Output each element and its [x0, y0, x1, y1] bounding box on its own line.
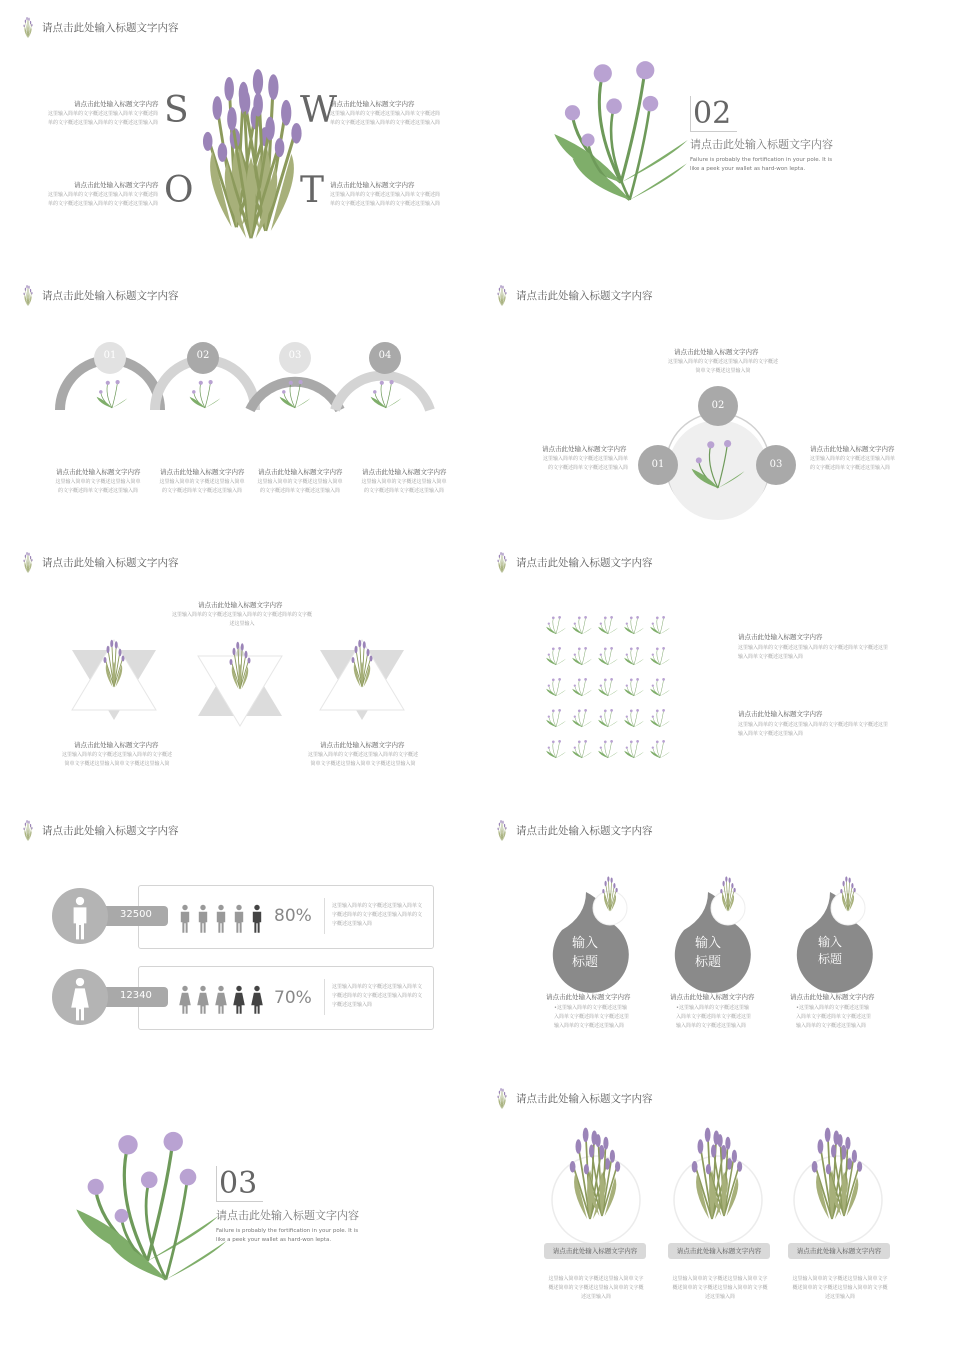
swot-o-title: 请点击此处输入标题文字内容 [74, 181, 159, 189]
lavender-icon [492, 286, 512, 306]
circle-node-03: 03 [769, 459, 783, 470]
slide6-heading: 请点击此处输入标题文字内容 [492, 553, 653, 573]
female-icon [50, 967, 110, 1027]
lavender-bouquet-image [196, 62, 306, 242]
stat-value-1: 32500 [120, 909, 152, 920]
drop-title-3: 请点击此处输入标题文字内容 [790, 993, 875, 1001]
drop-title-1: 请点击此处输入标题文字内容 [546, 993, 631, 1001]
section02-number: 02 [690, 96, 737, 132]
arch-step-4: 04 [378, 350, 392, 361]
grid-body-1: 这里输入简单的文字概述这里输入简单的文字概述简单文字概述这里输入简单文字概述这里输入简 [738, 645, 889, 660]
swot-t-body: 这里输入简单的文字概述这里输入简单文字概述简单的文字概述这里输入简单的文字概述这里输入简 [330, 192, 441, 207]
swot-s-body: 这里输入简单的文字概述这里输入简单文字概述简单的文字概述这里输入简单的文字概述这里输入简 [48, 111, 159, 126]
swot-w-body: 这里输入简单的文字概述这里输入简单文字概述简单的文字概述这里输入简单的文字概述这里输入简 [330, 111, 441, 126]
triangle-right-title: 请点击此处输入标题文字内容 [320, 741, 405, 749]
section02-english: Failure is probably the fortification in your pole. It is like a peek your wallet as hard-won lepta. [690, 157, 833, 172]
swot-letter-s: S [164, 90, 189, 131]
swot-w-title: 请点击此处输入标题文字内容 [330, 100, 415, 108]
circle-top-title: 请点击此处输入标题文字内容 [674, 348, 759, 356]
stat-divider-1 [324, 898, 325, 934]
triangle-top-title: 请点击此处输入标题文字内容 [198, 601, 283, 609]
arch-title-2: 请点击此处输入标题文字内容 [160, 468, 245, 476]
female-figures-icon [176, 981, 266, 1015]
swot-letter-w: W [300, 90, 338, 131]
stat-body-2: 这里输入简单的文字概述这里输入简单文字概述简单的文字概述这里输入简单的文字概述这里输入简 [332, 984, 423, 1008]
grid-title-1: 请点击此处输入标题文字内容 [738, 633, 823, 641]
trio-body-3: 这里输入简单的文字概述这里输入简单文字概述简单的文字概述这里输入简单的文字概述这里输入简 [792, 1276, 888, 1300]
swot-letter-o: O [164, 170, 194, 211]
arch-body-1: 这里输入简单的文字概述这里输入简单的文字概述简单文字概述这里输入简 [55, 479, 141, 494]
lavender-icon [18, 18, 38, 38]
triangle-left-title: 请点击此处输入标题文字内容 [74, 741, 159, 749]
grid-body-2: 这里输入简单的文字概述这里输入简单的文字概述简单文字概述这里输入简单文字概述这里输入简 [738, 722, 889, 737]
arch-steps-graphic [50, 330, 450, 420]
circle-left-body: 这里输入简单的文字概述这里输入简单的文字概述简单文字概述这里输入简 [542, 456, 628, 471]
drop-body-1: •这里输入简单的文字概述这里输入简单文字概述简单文字概述这里输入简单的文字概述这里输入简 [554, 1005, 630, 1029]
swot-s-title: 请点击此处输入标题文字内容 [74, 100, 159, 108]
stat-body-1: 这里输入简单的文字概述这里输入简单文字概述简单的文字概述这里输入简单的文字概述这里输入简 [332, 903, 423, 927]
lavender-trio-image [546, 1128, 896, 1248]
trio-body-1: 这里输入简单的文字概述这里输入简单文字概述简单的文字概述这里输入简单的文字概述这里输入简 [548, 1276, 644, 1300]
male-icon [50, 886, 110, 946]
arch-body-3: 这里输入简单的文字概述这里输入简单的文字概述简单文字概述这里输入简 [257, 479, 343, 494]
arch-title-4: 请点击此处输入标题文字内容 [362, 468, 447, 476]
flower-grid-image [546, 614, 682, 774]
slide10-heading: 请点击此处输入标题文字内容 [492, 1089, 653, 1109]
swot-letter-t: T [300, 170, 325, 211]
drop-label-2: 输入 标题 [694, 936, 721, 970]
lavender-icon [18, 821, 38, 841]
drop-title-2: 请点击此处输入标题文字内容 [670, 993, 755, 1001]
lavender-icon [492, 821, 512, 841]
slide3-heading: 请点击此处输入标题文字内容 [18, 286, 179, 306]
lavender-icon [492, 553, 512, 573]
section03-number: 03 [216, 1166, 263, 1202]
lavender-icon [18, 286, 38, 306]
arch-step-1: 01 [103, 350, 117, 361]
drop-body-3: •这里输入简单的文字概述这里输入简单文字概述简单文字概述这里输入简单的文字概述这里输入简 [796, 1005, 872, 1029]
slide8-heading: 请点击此处输入标题文字内容 [492, 821, 653, 841]
violet-bouquet-image [556, 52, 686, 222]
stat-value-2: 12340 [120, 990, 152, 1001]
arch-step-3: 03 [288, 350, 302, 361]
trio-title-3: 请点击此处输入标题文字内容 [788, 1243, 890, 1259]
triangle-top-body: 这里输入简单的文字概述这里输入简单的文字概述简单的文字概述这里输入 [171, 612, 312, 627]
circle-right-body: 这里输入简单的文字概述这里输入简单的文字概述简单文字概述这里输入简 [810, 456, 896, 471]
circle-node-02: 02 [711, 400, 725, 411]
stat-percent-1: 80% [274, 906, 312, 926]
arch-title-3: 请点击此处输入标题文字内容 [258, 468, 343, 476]
slide4-heading: 请点击此处输入标题文字内容 [492, 286, 653, 306]
section02-title: 请点击此处输入标题文字内容 [690, 138, 833, 151]
arch-body-4: 这里输入简单的文字概述这里输入简单的文字概述简单文字概述这里输入简 [361, 479, 447, 494]
drop-body-2: •这里输入简单的文字概述这里输入简单文字概述简单文字概述这里输入简单的文字概述这里输入简 [676, 1005, 752, 1029]
slide5-heading: 请点击此处输入标题文字内容 [18, 553, 179, 573]
male-figures-icon [176, 900, 266, 934]
drop-label-1: 输入 标题 [571, 936, 598, 970]
section03-title: 请点击此处输入标题文字内容 [216, 1209, 359, 1222]
trio-title-2: 请点击此处输入标题文字内容 [668, 1243, 770, 1259]
triangles-graphic [70, 640, 410, 730]
triangle-right-body: 这里输入简单的文字概述这里输入简单的文字概述简单文字概述这里输入简单文字概述这里输入简 [307, 752, 418, 767]
drop-label-3: 输入 标题 [817, 935, 842, 966]
violet-bouquet-image-2 [82, 1118, 222, 1298]
swot-t-title: 请点击此处输入标题文字内容 [330, 181, 415, 189]
slide7-heading: 请点击此处输入标题文字内容 [18, 821, 179, 841]
arch-step-2: 02 [196, 350, 210, 361]
lavender-icon [492, 1089, 512, 1109]
trio-body-2: 这里输入简单的文字概述这里输入简单文字概述简单的文字概述这里输入简单的文字概述这里输入简 [672, 1276, 768, 1300]
stat-divider-2 [324, 979, 325, 1015]
arch-body-2: 这里输入简单的文字概述这里输入简单的文字概述简单文字概述这里输入简 [159, 479, 245, 494]
stat-percent-2: 70% [274, 988, 312, 1008]
grid-title-2: 请点击此处输入标题文字内容 [738, 710, 823, 718]
circle-top-body: 这里输入简单的文字概述这里输入简单的文字概述简单文字概述这里输入简 [668, 359, 779, 374]
triangle-left-body: 这里输入简单的文字概述这里输入简单的文字概述简单文字概述这里输入简单文字概述这里输入简 [61, 752, 172, 767]
arch-title-1: 请点击此处输入标题文字内容 [56, 468, 141, 476]
slide1-heading: 请点击此处输入标题文字内容 [18, 18, 179, 38]
circle-right-title: 请点击此处输入标题文字内容 [810, 445, 895, 453]
swot-o-body: 这里输入简单的文字概述这里输入简单文字概述简单的文字概述这里输入简单的文字概述这里输入简 [48, 192, 159, 207]
lavender-icon [18, 553, 38, 573]
trio-title-1: 请点击此处输入标题文字内容 [544, 1243, 646, 1259]
circle-left-title: 请点击此处输入标题文字内容 [542, 445, 627, 453]
section03-english: Failure is probably the fortification in your pole. It is like a peek your wallet as hard-won lepta. [216, 1228, 359, 1243]
circle-node-01: 01 [651, 459, 665, 470]
